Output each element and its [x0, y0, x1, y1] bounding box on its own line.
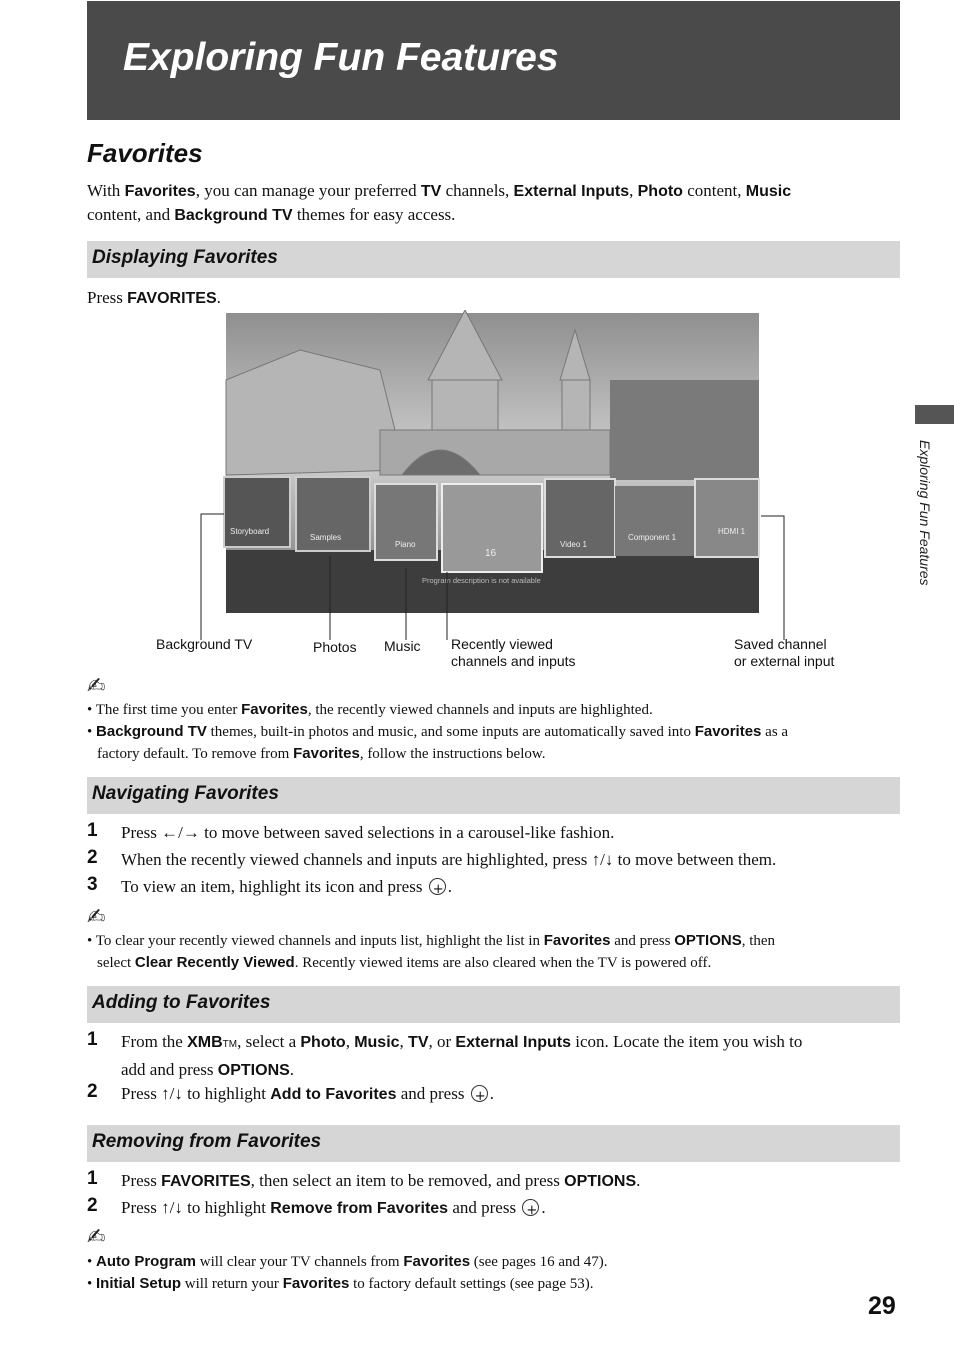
step-item: 1 From the XMBTM, select a Photo, Music, TV, or External Inputs icon. Locate the item you wish to add and press OPTIONS. — [87, 1029, 803, 1079]
tile-samples-label: Samples — [310, 533, 342, 542]
tile-storyboard-label: Storyboard — [230, 527, 270, 536]
tile-channel-label: 16 — [485, 548, 497, 559]
note-pencil-icon: ✍ — [87, 905, 106, 930]
tile-component1-label: Component 1 — [628, 533, 677, 542]
subsection-heading: Removing from Favorites — [92, 1131, 322, 1152]
side-tab-label: Exploring Fun Features — [917, 440, 933, 586]
section-title: Favorites — [87, 138, 203, 168]
tile-storyboard — [224, 477, 290, 547]
subsection-bar-adding — [87, 986, 900, 1023]
tile-hdmi1-label: HDMI 1 — [718, 527, 746, 536]
displaying-notes: • The first time you enter Favorites, the recently viewed channels and inputs are highlighted. • Background TV themes, built-in photos and music, and some inputs are automatically saved into Favorites as a factory default. To remove from Favorites, follow the instructions below. — [87, 701, 789, 762]
navigating-steps — [87, 820, 900, 901]
navigating-note: • To clear your recently viewed channels and inputs list, highlight the list in Favorites and press OPTIONS, then select Clear Recently Viewed. Recently viewed items are also cleared when the TV is powered off. — [87, 932, 776, 971]
enter-button-icon — [522, 1199, 539, 1216]
side-tab-marker — [915, 405, 954, 424]
step-item: 2 When the recently viewed channels and inputs are highlighted, press ↑/↓ to move between them. — [87, 847, 777, 869]
tree-foliage — [610, 380, 759, 480]
callout-saved-channel: Saved channel or external input — [734, 636, 835, 669]
subsection-heading: Navigating Favorites — [92, 783, 279, 804]
subsection-bar-displaying — [87, 241, 900, 278]
step-item: 3 To view an item, highlight its icon and press +. — [87, 874, 900, 901]
page-number: 29 — [868, 1292, 896, 1320]
step-item: 1 Press ←/→ to move between saved selections in a carousel-like fashion. — [87, 820, 615, 842]
intro-paragraph: With Favorites, you can manage your preferred TV channels, External Inputs, Photo content, Music content, and Background TV themes for easy access. — [87, 181, 792, 224]
removing-steps — [87, 1168, 900, 1222]
note-pencil-icon: ✍ — [87, 674, 106, 699]
press-instruction: Press FAVORITES. — [87, 288, 221, 307]
note-pencil-icon: ✍ — [87, 1225, 106, 1250]
program-description: Program description is not available — [422, 576, 541, 585]
callout-photos: Photos — [313, 639, 357, 655]
tile-component1 — [615, 486, 695, 556]
enter-button-icon — [471, 1085, 488, 1102]
favorites-screen-illustration — [150, 310, 880, 680]
callout-recently-viewed: Recently viewed channels and inputs — [451, 636, 576, 669]
subsection-heading: Adding to Favorites — [92, 992, 271, 1013]
tile-video1-label: Video 1 — [560, 540, 587, 549]
step-item: 2 Press ↑/↓ to highlight Add to Favorites and press +. — [87, 1081, 900, 1108]
callout-music: Music — [384, 638, 421, 654]
adding-steps — [87, 1029, 900, 1108]
removing-notes: • Auto Program will clear your TV channels from Favorites (see pages 16 and 47). • Initial Setup will return your Favorites to factory default settings (see page 53). — [87, 1253, 608, 1292]
subsection-bar-navigating — [87, 777, 900, 814]
subsection-heading: Displaying Favorites — [92, 247, 278, 268]
subsection-bar-removing — [87, 1125, 900, 1162]
step-item: 2 Press ↑/↓ to highlight Remove from Favorites and press +. — [87, 1195, 900, 1222]
enter-button-icon — [429, 878, 446, 895]
callout-background-tv: Background TV — [156, 636, 253, 652]
tile-hdmi1 — [695, 479, 759, 557]
page-title: Exploring Fun Features — [123, 36, 559, 79]
step-item: 1 Press FAVORITES, then select an item to be removed, and press OPTIONS. — [87, 1168, 641, 1190]
tile-piano-label: Piano — [395, 540, 416, 549]
